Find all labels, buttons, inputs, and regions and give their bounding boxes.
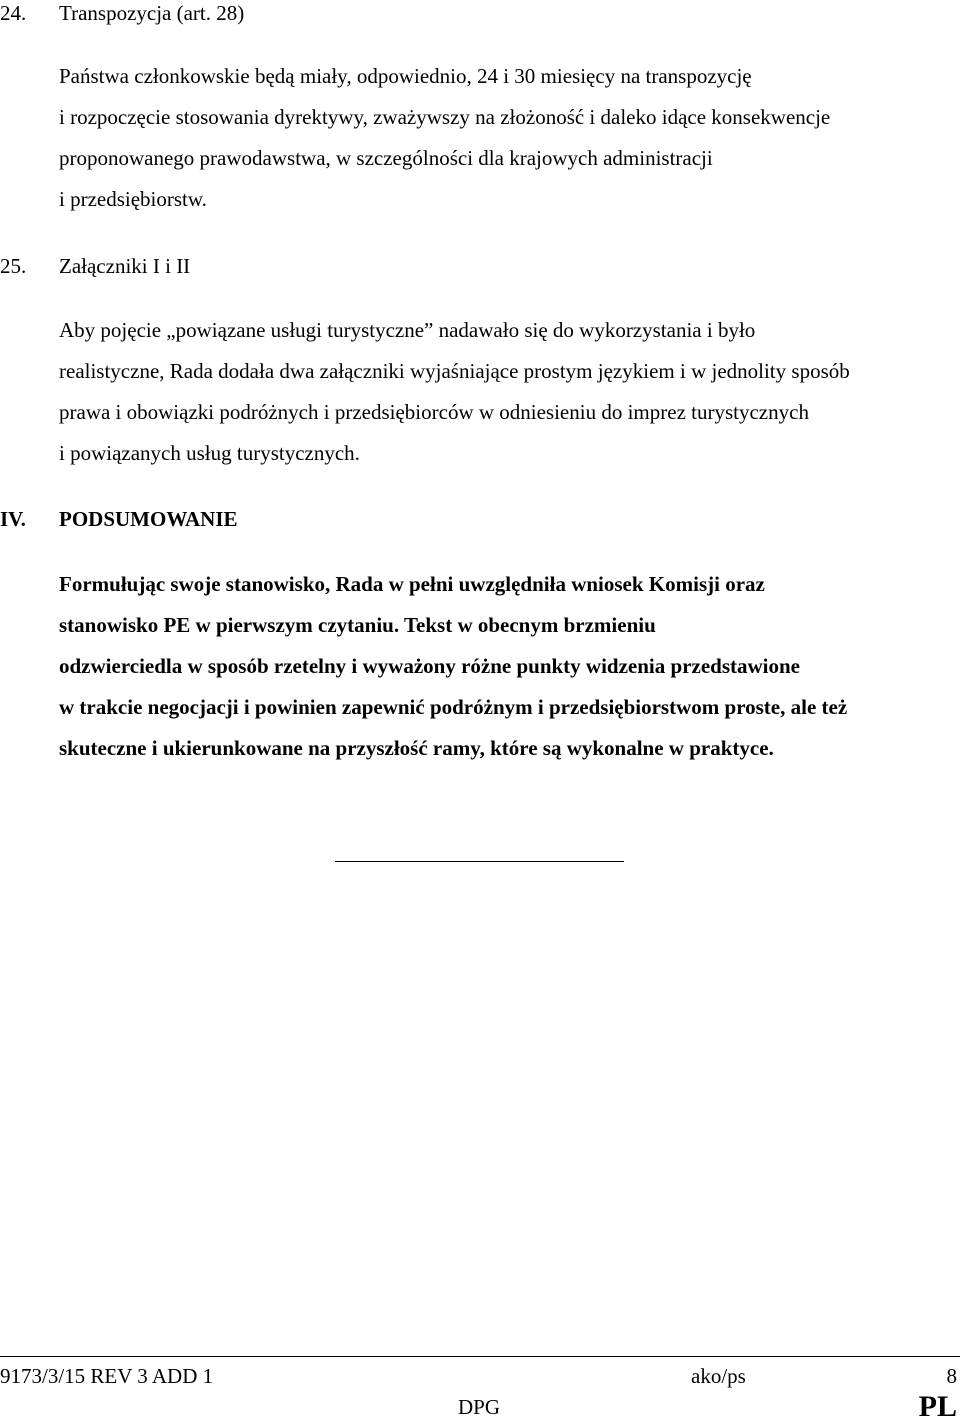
author-initials: ako/ps [691, 1364, 746, 1388]
paragraph-line: prawa i obowiązki podróżnych i przedsiębiorców w odniesieniu do imprez turystycznych [59, 400, 809, 424]
end-of-text-divider [335, 861, 624, 862]
paragraph-line: realistyczne, Rada dodała dwa załączniki wyjaśniające prostym językiem i w jednolity sposób [59, 359, 850, 383]
paragraph-line: Formułując swoje stanowisko, Rada w pełni uwzględniła wniosek Komisji oraz [59, 572, 765, 596]
section-25-number: 25. [0, 254, 27, 278]
paragraph-line: i przedsiębiorstw. [59, 187, 207, 211]
paragraph-line: i rozpoczęcie stosowania dyrektywy, zważywszy na złożoność i daleko idące konsekwencje [59, 105, 831, 129]
section-25-paragraph [59, 316, 960, 480]
paragraph-line: Aby pojęcie „powiązane usługi turystyczne” nadawało się do wykorzystania i było [59, 318, 756, 342]
footer-divider [0, 1356, 960, 1357]
section-iv-paragraph [59, 570, 960, 775]
paragraph-line: proponowanego prawodawstwa, w szczególności dla krajowych administracji [59, 146, 713, 170]
section-24-number: 24. [0, 1, 27, 25]
paragraph-line: odzwierciedla w sposób rzetelny i wyważony różne punkty widzenia przedstawione [59, 654, 800, 678]
section-iv-number: IV. [0, 507, 26, 531]
language-code: PL [918, 1390, 957, 1423]
paragraph-line: Państwa członkowskie będą miały, odpowiednio, 24 i 30 miesięcy na transpozycję [59, 64, 752, 88]
document-reference: 9173/3/15 REV 3 ADD 1 [0, 1364, 214, 1388]
department-code: DPG [458, 1395, 501, 1419]
paragraph-line: i powiązanych usług turystycznych. [59, 441, 360, 465]
section-24-title: Transpozycja (art. 28) [59, 1, 245, 25]
section-24-paragraph [59, 62, 960, 226]
paragraph-line: skuteczne i ukierunkowane na przyszłość ramy, które są wykonalne w praktyce. [59, 736, 774, 760]
paragraph-line: w trakcie negocjacji i powinien zapewnić podróżnym i przedsiębiorstwom proste, ale też [59, 695, 848, 719]
paragraph-line: stanowisko PE w pierwszym czytaniu. Tekst w obecnym brzmieniu [59, 613, 656, 637]
page-number: 8 [946, 1364, 957, 1388]
section-25-title: Załączniki I i II [59, 254, 191, 278]
section-iv-title: PODSUMOWANIE [59, 507, 238, 531]
